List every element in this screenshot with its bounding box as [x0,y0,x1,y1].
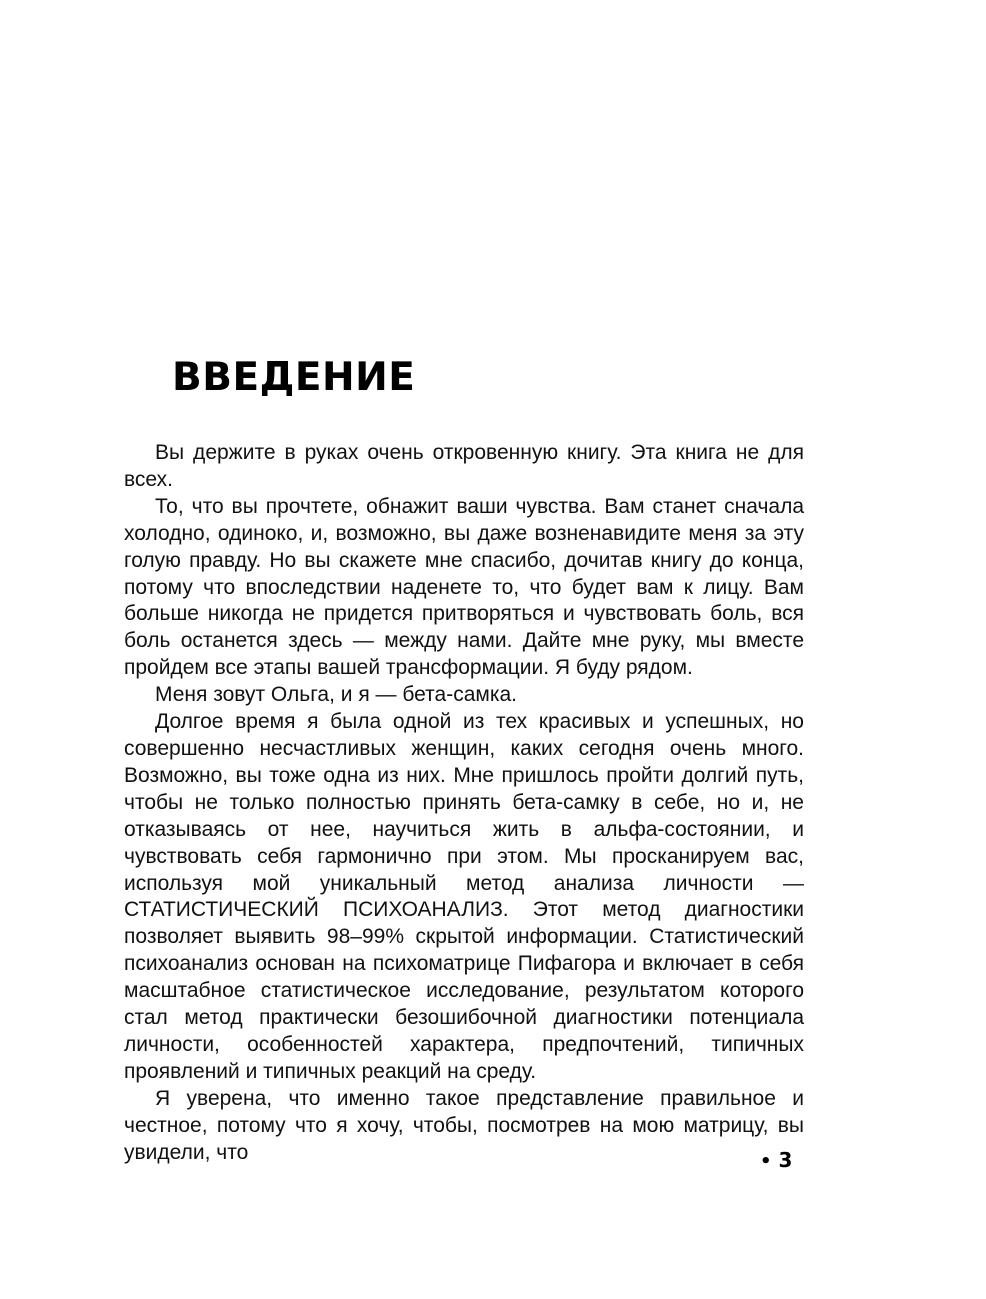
body-text [124,440,804,1166]
paragraph: Меня зовут Ольга, и я — бета-самка. [155,683,517,707]
paragraph: Вы держите в руках очень откровенную книгу. Эта книга не для всех. [124,441,804,491]
bullet-icon: • [760,1151,772,1172]
page-number-footer [760,1146,792,1176]
page-number: 3 [778,1148,793,1172]
paragraph: То, что вы прочтете, обнажит ваши чувства. Вам станет сначала холодно, одиноко, и, возможно, вы даже возненавидите меня за эту голую правду. Но вы скажете мне спасибо, дочитав книгу до конца, потому что впоследствии наденете то, что будет вам к лицу. Вам больше никогда не придется притворяться и чувствовать боль, вся боль останется здесь — между нами. Дайте мне руку, мы вместе пройдем все этапы вашей трансформации. Я буду рядом. [124,494,804,680]
chapter-title: ВВЕДЕНИЕ [172,355,416,400]
paragraph: Я уверена, что именно такое представление правильное и честное, потому что я хочу, чтобы, посмотрев на мою матрицу, вы увидели, что [124,1086,804,1164]
paragraph: Долгое время я была одной из тех красивых и успешных, но совершенно несчастливых женщин, каких сегодня очень много. Возможно, вы тоже одна из них. Мне пришлось пройти долгий путь, чтобы не только полностью принять бета-самку в себе, но и, не отказываясь от нее, научиться жить в альфа-состоянии, и чувствовать себя гармонично при этом. Мы просканируем вас, используя мой уникальный метод анализа личности — СТАТИСТИЧЕСКИЙ ПСИХОАНАЛИЗ. Этот метод диагностики позволяет выявить 98–99% скрытой информации. Статистический психоанализ основан на психоматрице Пифагора и включает в себя масштабное статистическое исследование, результатом которого стал метод практически безошибочной диагностики потенциала личности, особенностей характера, предпочтений, типичных проявлений и типичных реакций на среду. [124,710,804,1083]
